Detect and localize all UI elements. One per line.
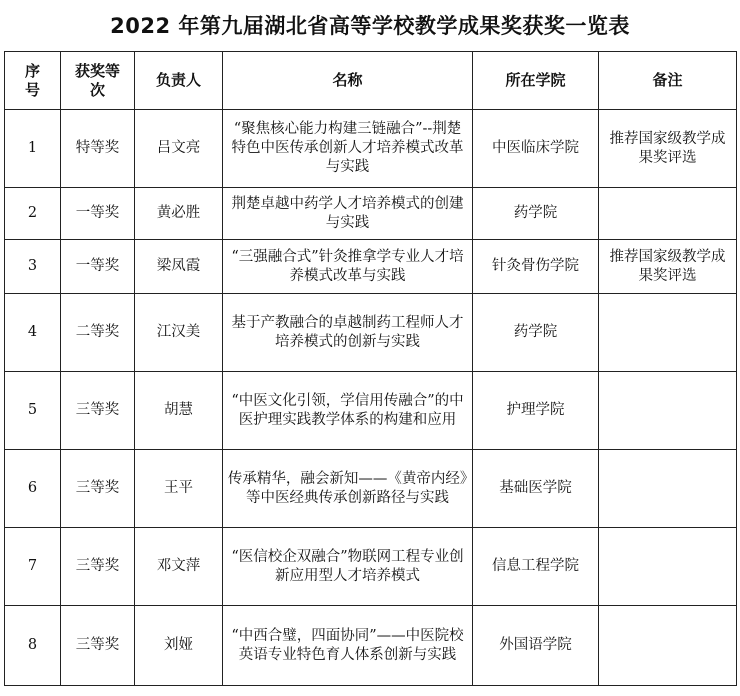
header-note: 备注 (599, 52, 737, 110)
cell-college: 针灸骨伤学院 (473, 240, 599, 294)
cell-award: 一等奖 (61, 240, 135, 294)
cell-index: 5 (5, 372, 61, 450)
header-leader: 负责人 (135, 52, 223, 110)
cell-leader: 邓文萍 (135, 528, 223, 606)
cell-name: “三强融合式”针灸推拿学专业人才培养模式改革与实践 (223, 240, 473, 294)
cell-note (599, 528, 737, 606)
header-name: 名称 (223, 52, 473, 110)
table-row (5, 372, 737, 450)
cell-name: 荆楚卓越中药学人才培养模式的创建与实践 (223, 188, 473, 240)
awards-table (4, 51, 737, 686)
cell-index: 6 (5, 450, 61, 528)
cell-leader: 梁凤霞 (135, 240, 223, 294)
cell-college: 中医临床学院 (473, 110, 599, 188)
cell-college: 外国语学院 (473, 606, 599, 686)
cell-note (599, 294, 737, 372)
header-index: 序号 (5, 52, 61, 110)
cell-leader: 黄必胜 (135, 188, 223, 240)
cell-college: 护理学院 (473, 372, 599, 450)
cell-college: 药学院 (473, 294, 599, 372)
cell-name: “中西合璧，四面协同”——中医院校英语专业特色育人体系创新与实践 (223, 606, 473, 686)
cell-index: 1 (5, 110, 61, 188)
cell-leader: 胡慧 (135, 372, 223, 450)
cell-index: 7 (5, 528, 61, 606)
cell-leader: 吕文亮 (135, 110, 223, 188)
cell-leader: 王平 (135, 450, 223, 528)
table-row (5, 240, 737, 294)
cell-award: 二等奖 (61, 294, 135, 372)
cell-note: 推荐国家级教学成果奖评选 (599, 110, 737, 188)
cell-index: 4 (5, 294, 61, 372)
cell-name: 传承精华，融会新知——《黄帝内经》等中医经典传承创新路径与实践 (223, 450, 473, 528)
table-row (5, 606, 737, 686)
cell-note: 推荐国家级教学成果奖评选 (599, 240, 737, 294)
cell-note (599, 372, 737, 450)
cell-award: 一等奖 (61, 188, 135, 240)
page-title: 2022 年第九届湖北省高等学校教学成果奖获奖一览表 (110, 14, 630, 38)
cell-name: “聚焦核心能力构建三链融合”--荆楚特色中医传承创新人才培养模式改革与实践 (223, 110, 473, 188)
cell-award: 三等奖 (61, 606, 135, 686)
table-header-row (5, 52, 737, 110)
cell-college: 信息工程学院 (473, 528, 599, 606)
cell-award: 特等奖 (61, 110, 135, 188)
table-row (5, 450, 737, 528)
cell-name: 基于产教融合的卓越制药工程师人才培养模式的创新与实践 (223, 294, 473, 372)
header-award: 获奖等次 (61, 52, 135, 110)
cell-leader: 江汉美 (135, 294, 223, 372)
header-college: 所在学院 (473, 52, 599, 110)
cell-leader: 刘娅 (135, 606, 223, 686)
cell-award: 三等奖 (61, 372, 135, 450)
cell-index: 2 (5, 188, 61, 240)
cell-award: 三等奖 (61, 450, 135, 528)
table-row (5, 528, 737, 606)
cell-name: “医信校企双融合”物联网工程专业创新应用型人才培养模式 (223, 528, 473, 606)
table-row (5, 294, 737, 372)
cell-note (599, 188, 737, 240)
table-row (5, 188, 737, 240)
cell-index: 8 (5, 606, 61, 686)
cell-award: 三等奖 (61, 528, 135, 606)
cell-name: “中医文化引领，学信用传融合”的中医护理实践教学体系的构建和应用 (223, 372, 473, 450)
cell-index: 3 (5, 240, 61, 294)
cell-college: 基础医学院 (473, 450, 599, 528)
cell-note (599, 450, 737, 528)
cell-college: 药学院 (473, 188, 599, 240)
cell-note (599, 606, 737, 686)
table-row (5, 110, 737, 188)
